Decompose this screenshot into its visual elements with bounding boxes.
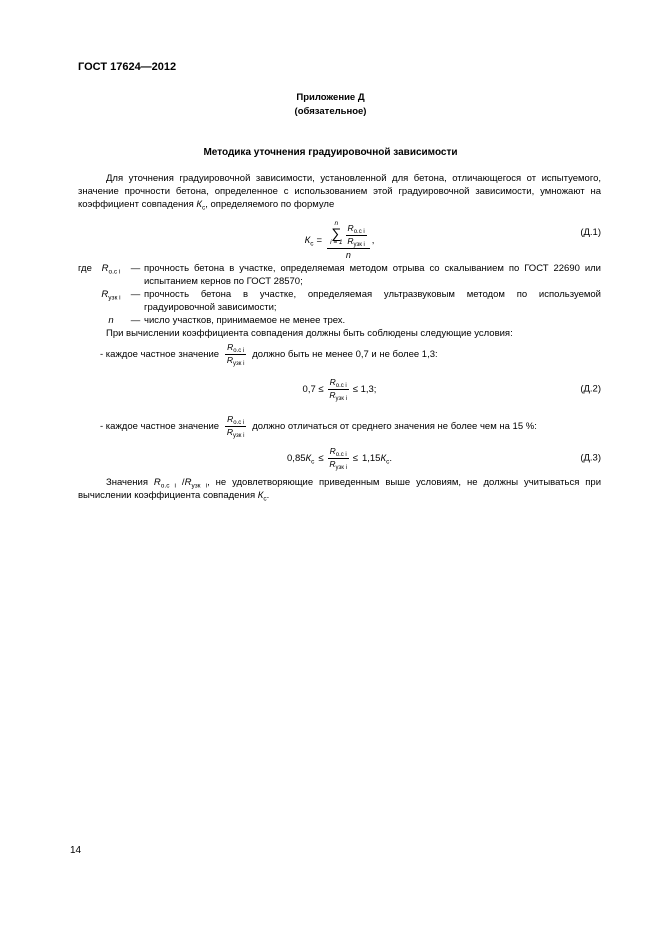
definition-item: [78, 314, 601, 327]
condition-bullet-1: [78, 337, 601, 371]
var-n: n: [108, 315, 114, 326]
fraction-denominator: [329, 459, 347, 470]
var-K: К: [196, 199, 202, 210]
formula-d1: [305, 220, 375, 261]
formula-d2-right: ≤ 1,3;: [352, 383, 377, 395]
coef-115: 1,15: [361, 452, 381, 464]
appendix-heading: [0, 91, 661, 118]
sum-upper-limit: n: [334, 219, 339, 227]
fraction-numerator: [328, 378, 349, 390]
closing-text-before: Значения: [106, 477, 154, 488]
intro-text-after: , определяемого по формуле: [205, 199, 335, 210]
var-R-sub-osc: о.с i: [233, 347, 245, 354]
condition-1-text-before: - каждое частное значение: [100, 348, 220, 360]
closing-text-after: , не удовлетворяющие приведенным выше условиям, не должны учитываться при вычислении коэффициента совпадения: [78, 477, 602, 501]
condition-bullet-2: [78, 409, 601, 443]
leq-sign: ≤: [352, 452, 358, 464]
definition-lead: где: [78, 263, 92, 274]
definition-dash: —: [130, 263, 141, 274]
var-R: R: [153, 477, 161, 488]
var-R: R: [184, 477, 192, 488]
condition-1-text-after: должно быть не менее 0,7 и не более 1,3:: [252, 348, 438, 360]
var-K-sub: с: [263, 495, 267, 503]
main-fraction-denominator: [346, 249, 351, 260]
closing-paragraph: [78, 476, 601, 502]
ratio-fraction: [328, 378, 349, 401]
definition-dash: —: [130, 289, 141, 300]
closing-period: .: [266, 490, 270, 501]
formula-d3-left: [287, 453, 314, 464]
var-K: К: [257, 490, 264, 501]
formula-d1-row: [78, 214, 601, 266]
definition-lead-empty: [78, 314, 95, 327]
var-R: R: [227, 413, 234, 424]
var-R: R: [227, 341, 234, 352]
fraction-numerator: [328, 447, 349, 459]
fraction-numerator: [225, 415, 246, 427]
var-K-sub: с: [310, 240, 314, 247]
var-R-sub-uzk: узк i: [233, 432, 245, 439]
formula-label-d1: (Д.1): [580, 227, 601, 238]
var-K: К: [380, 452, 387, 464]
var-R: R: [226, 354, 234, 365]
var-K: К: [305, 452, 312, 464]
var-R: R: [329, 389, 336, 400]
var-R-sub-uzk: узк i: [233, 360, 245, 367]
var-R-sub-uzk: узк i: [191, 482, 208, 490]
page-title: Методика уточнения градуировочной зависимости: [203, 147, 458, 158]
var-R: R: [347, 235, 354, 246]
var-R-sub-osc: о.с i: [335, 382, 347, 389]
var-n: n: [345, 250, 351, 261]
fraction-denominator: [227, 355, 245, 366]
var-R-sub-osc: о.с i: [335, 451, 347, 458]
formula-label-d2: (Д.2): [580, 383, 601, 395]
ratio-fraction: [225, 343, 246, 366]
sum-lower-limit: i = 1: [330, 239, 343, 247]
formula-d1-comma: ,: [371, 234, 375, 246]
coef-085: 0,85: [287, 452, 306, 464]
var-R: R: [347, 222, 354, 233]
var-K-sub: с: [202, 204, 206, 212]
fraction-denominator: [347, 236, 365, 247]
definition-item: [78, 262, 601, 288]
fraction-denominator: [329, 390, 347, 401]
definition-term: [95, 262, 127, 288]
formula-d2-row: [78, 372, 601, 406]
var-R-sub-osc: о.с i: [160, 482, 177, 490]
condition-2-text-before: - каждое частное значение: [100, 420, 220, 432]
definition-desc: прочность бетона в участке, определяемая методом отрыва со скалыванием по ГОСТ 22690 или испытанием кернов по ГОСТ 28570;: [144, 263, 601, 287]
intro-text-before: Для уточнения градуировочной зависимости, установленной для бетона, отличающегося от испытуемого, значение прочности бетона, определенное с использованием этой градуировочной зависимости, умножают на коэффициент совпадения: [78, 173, 601, 210]
doc-header: ГОСТ 17624—2012: [78, 61, 177, 73]
definition-item: [78, 288, 601, 314]
formula-label-d3: (Д.3): [580, 452, 601, 464]
definition-term: [95, 314, 127, 327]
ratio-fraction: [225, 415, 246, 438]
formula-d1-lhs: [305, 235, 314, 246]
definition-dash: —: [130, 315, 141, 326]
formula-d3-period: .: [389, 452, 392, 464]
var-R: R: [329, 445, 336, 456]
var-R: R: [101, 289, 109, 300]
conditions-intro: При вычислении коэффициента совпадения должны быть соблюдены следующие условия:: [106, 328, 513, 339]
definitions-list: [78, 262, 601, 327]
var-R-sub-osc: о.с i: [108, 268, 121, 276]
appendix-kind: (обязательное): [294, 105, 367, 117]
intro-paragraph: [78, 172, 601, 211]
main-fraction-numerator: [327, 220, 370, 250]
fraction-numerator: [346, 224, 367, 236]
leq-sign: ≤: [318, 452, 324, 464]
var-R: R: [329, 458, 336, 469]
formula-d2-left: 0,7 ≤: [302, 383, 324, 395]
var-R-sub-uzk: узк i: [353, 241, 365, 248]
var-R: R: [329, 376, 336, 387]
var-R: R: [226, 426, 234, 437]
var-R: R: [101, 263, 109, 274]
fraction-numerator: [225, 343, 246, 355]
appendix-name: Приложение Д: [296, 92, 365, 103]
var-R-sub-osc: о.с i: [353, 228, 365, 235]
slash-separator: /: [176, 477, 185, 488]
definition-term: [95, 288, 127, 314]
main-fraction: [327, 220, 370, 261]
var-R-sub-osc: о.с i: [233, 419, 245, 426]
formula-d3-row: [78, 441, 601, 475]
var-K: К: [304, 234, 311, 246]
var-R-sub-uzk: узк i: [108, 294, 121, 302]
definition-desc: прочность бетона в участке, определяемая ультразвуковым методом по используемой градуировочной зависимости;: [144, 289, 601, 313]
ratio-fraction: [346, 224, 367, 247]
formula-d3: [287, 447, 392, 470]
formula-d2: [303, 378, 377, 401]
definition-desc: число участков, принимаемое не менее трех.: [144, 315, 346, 326]
var-R-sub-uzk: узк i: [335, 395, 347, 402]
condition-2-text-after: должно отличаться от среднего значения не более чем на 15 %:: [252, 420, 537, 432]
var-K-sub: с: [311, 458, 315, 465]
equals-sign: =: [316, 234, 323, 246]
sum-operator: [330, 220, 342, 247]
definition-lead-empty: [78, 288, 95, 314]
sigma-icon: ∑: [331, 224, 342, 241]
var-K-sub: с: [386, 458, 390, 465]
page-number: 14: [70, 845, 82, 856]
fraction-denominator: [227, 427, 245, 438]
var-R-sub-uzk: узк i: [335, 464, 347, 471]
formula-d3-right: [362, 453, 392, 464]
ratio-fraction: [328, 447, 349, 470]
